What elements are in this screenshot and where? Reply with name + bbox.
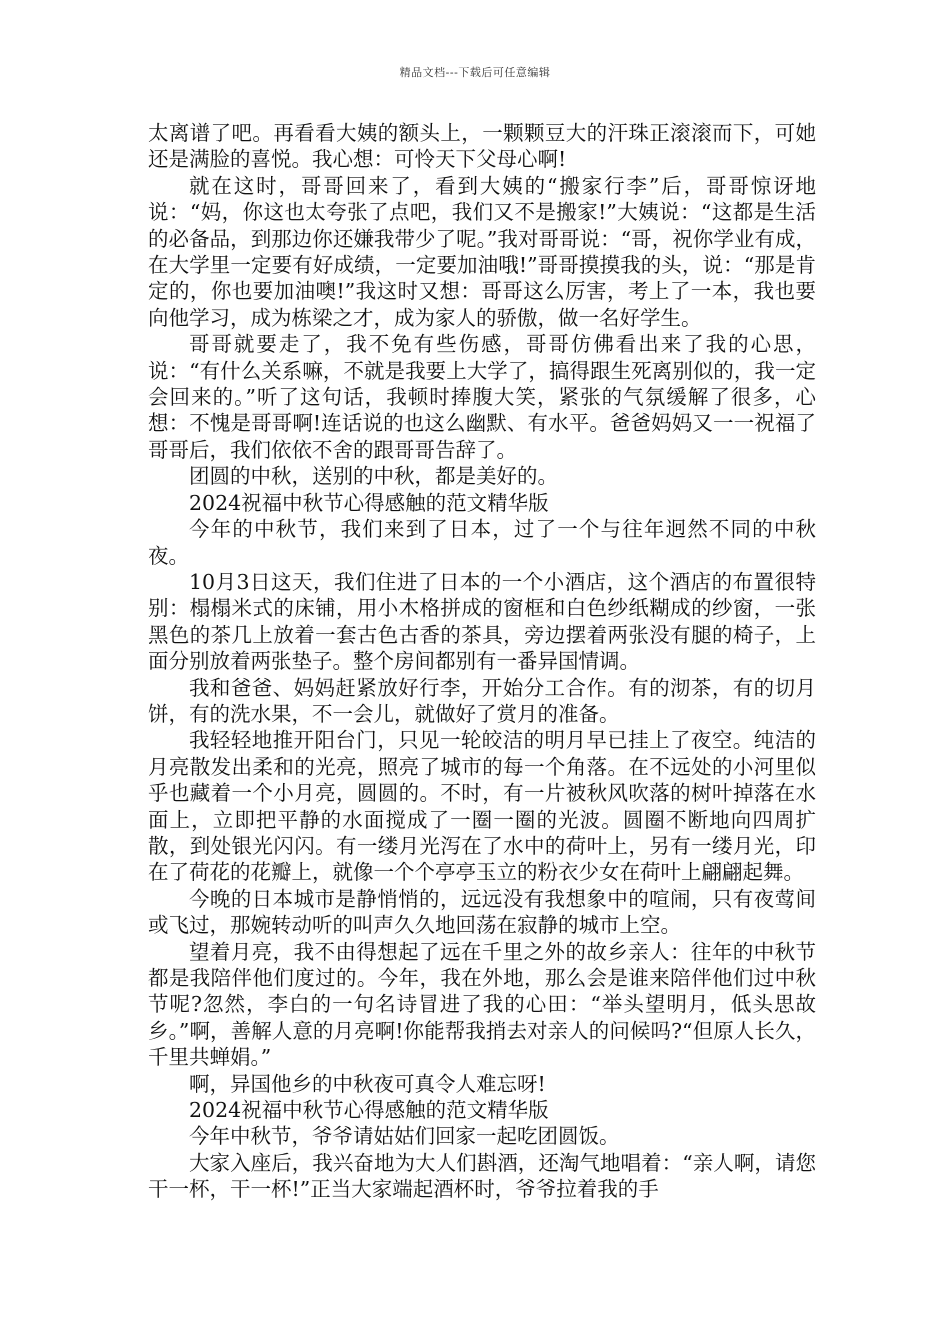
- paragraph: 大家入座后，我兴奋地为大人们斟酒，还淘气地唱着：“亲人啊，请您干一杯，干一杯!”正当大家端起酒杯时，爷爷拉着我的手: [148, 1150, 816, 1202]
- section-heading: 2024祝福中秋节心得感触的范文精华版: [189, 1098, 549, 1123]
- paragraph: 我轻轻地推开阳台门，只见一轮皎洁的明月早已挂上了夜空。纯洁的月亮散发出柔和的光亮，照亮了城市的每一个角落。在不远处的小河里似乎也藏着一个小月亮，圆圆的。不时，有一片被秋风吹落的树叶掉落在水面上，立即把平静的水面搅成了一圈一圈的光波。圆圈不断地向四周扩散，到处银光闪闪。有一缕月光泻在了水中的荷叶上，另有一缕月光，印在了荷花的花瓣上，就像一个个亭亭玉立的粉衣少女在荷叶上翩翩起舞。: [148, 728, 816, 885]
- paragraph: 今晚的日本城市是静悄悄的，远远没有我想象中的喧闹，只有夜莺间或飞过，那婉转动听的叫声久久地回荡在寂静的城市上空。: [148, 886, 816, 938]
- paragraph: 今年中秋节，爷爷请姑姑们回家一起吃团圆饭。: [189, 1124, 620, 1149]
- page-header: 精品文档---下载后可任意编辑: [399, 66, 551, 79]
- paragraph: 啊，异国他乡的中秋夜可真令人难忘呀!: [189, 1071, 546, 1096]
- paragraph: 就在这时，哥哥回来了，看到大姨的“搬家行李”后，哥哥惊讶地说：“妈，你这也太夸张了点吧，我们又不是搬家!”大姨说：“这都是生活的必备品，到那边你还嫌我带少了呢。”我对哥哥说：“哥，祝你学业有成，在大学里一定要有好成绩，一定要加油哦!”哥哥摸摸我的头，说：“那是肯定的，你也要加油噢!”我这时又想：哥哥这么厉害，考上了一本，我也要向他学习，成为栋梁之才，成为家人的骄傲，做一名好学生。: [148, 173, 816, 330]
- paragraph: 望着月亮，我不由得想起了远在千里之外的故乡亲人：往年的中秋节都是我陪伴他们度过的。今年，我在外地，那么会是谁来陪伴他们过中秋节呢?忽然，李白的一句名诗冒进了我的心田：“举头望明月，低头思故乡。”啊，善解人意的月亮啊!你能帮我捎去对亲人的问候吗?“但原人长久，千里共蝉娟。”: [148, 939, 816, 1070]
- section-heading: 2024祝福中秋节心得感触的范文精华版: [189, 490, 549, 515]
- paragraph: 10月3日这天，我们住进了日本的一个小酒店，这个酒店的布置很特别：榻榻米式的床铺，用小木格拼成的窗框和白色纱纸糊成的纱窗，一张黑色的茶几上放着一套古色古香的茶具，旁边摆着两张没有腿的椅子，上面分别放着两张垫子。整个房间都别有一番异国情调。: [148, 569, 816, 674]
- paragraph: 哥哥就要走了，我不免有些伤感，哥哥仿佛看出来了我的心思，说：“有什么关系嘛，不就是我要上大学了，搞得跟生死离别似的，我一定会回来的。”听了这句话，我顿时捧腹大笑，紧张的气氛缓解了很多，心想：不愧是哥哥啊!连话说的也这么幽默、有水平。爸爸妈妈又一一祝福了哥哥后，我们依依不舍的跟哥哥告辞了。: [148, 332, 816, 462]
- document-body: [148, 120, 816, 1203]
- paragraph: 今年的中秋节，我们来到了日本，过了一个与往年迥然不同的中秋夜。: [148, 517, 816, 568]
- paragraph: 团圆的中秋，送别的中秋，都是美好的。: [189, 464, 558, 489]
- paragraph: 我和爸爸、妈妈赶紧放好行李，开始分工合作。有的沏茶，有的切月饼，有的洗水果，不一会儿，就做好了赏月的准备。: [148, 675, 816, 726]
- paragraph: 太离谱了吧。再看看大姨的额头上，一颗颗豆大的汗珠正滚滚而下，可她还是满脸的喜悦。我心想：可怜天下父母心啊!: [148, 121, 816, 172]
